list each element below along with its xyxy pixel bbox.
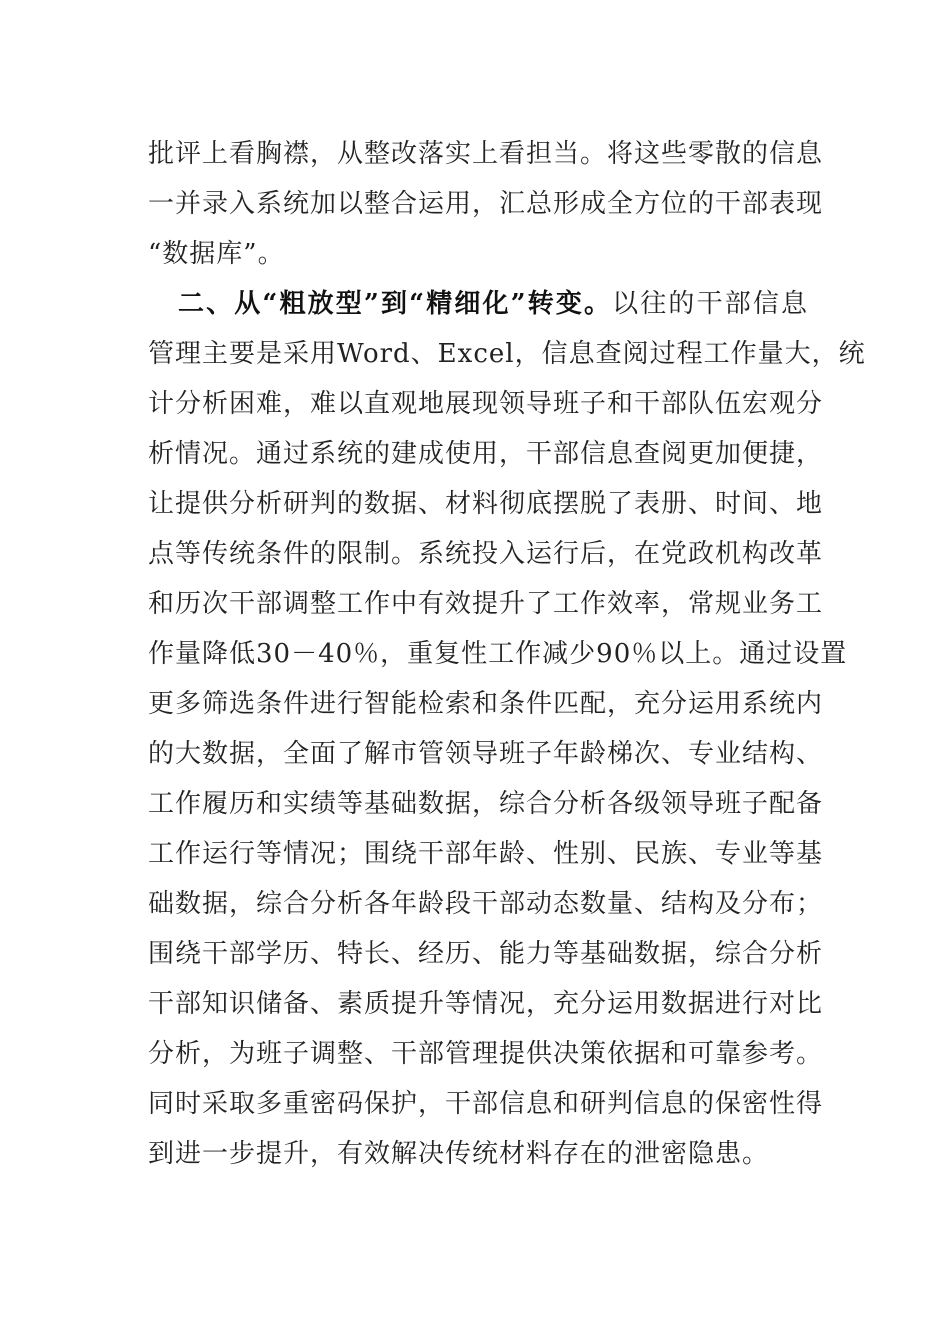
paragraph-2-line: 管理主要是采用Word、Excel，信息查阅过程工作量大，统 [148, 339, 866, 369]
section-heading: 二、从“粗放型”到“精细化”转变。 [178, 289, 613, 319]
paragraph-2-line: 的大数据，全面了解市管领导班子年龄梯次、专业结构、 [148, 739, 824, 769]
paragraph-2-line: 到进一步提升，有效解决传统材料存在的泄密隐患。 [148, 1139, 770, 1169]
paragraph-2-line: 计分析困难，难以直观地展现领导班子和干部队伍宏观分 [148, 389, 824, 419]
paragraph-2-line: 作量降低30－40％，重复性工作减少90％以上。通过设置 [148, 639, 848, 669]
paragraph-2-line: 工作履历和实绩等基础数据，综合分析各级领导班子配备 [148, 789, 824, 819]
paragraph-1-line: “数据库”。 [148, 239, 285, 269]
paragraph-2-line: 分析，为班子调整、干部管理提供决策依据和可靠参考。 [148, 1039, 824, 1069]
paragraph-2-line: 让提供分析研判的数据、材料彻底摆脱了表册、时间、地 [148, 489, 824, 519]
paragraph-2-line: 更多筛选条件进行智能检索和条件匹配，充分运用系统内 [148, 689, 824, 719]
paragraph-2-line: 点等传统条件的限制。系统投入运行后，在党政机构改革 [148, 539, 824, 569]
paragraph-2-line: 同时采取多重密码保护，干部信息和研判信息的保密性得 [148, 1089, 824, 1119]
paragraph-2-first-line-rest: 以往的干部信息 [612, 289, 808, 319]
paragraph-2-line: 干部知识储备、素质提升等情况，充分运用数据进行对比 [148, 989, 824, 1019]
paragraph-1-line: 一并录入系统加以整合运用，汇总形成全方位的干部表现 [148, 189, 824, 219]
paragraph-2-line: 析情况。通过系统的建成使用，干部信息查阅更加便捷， [148, 439, 824, 469]
paragraph-2-line: 围绕干部学历、特长、经历、能力等基础数据，综合分析 [148, 939, 824, 969]
document-body [148, 129, 866, 1179]
paragraph-2-line: 工作运行等情况；围绕干部年龄、性别、民族、专业等基 [148, 839, 824, 869]
paragraph-1-line: 批评上看胸襟，从整改落实上看担当。将这些零散的信息 [148, 139, 824, 169]
paragraph-2-first-line [148, 279, 808, 329]
paragraph-1 [148, 129, 824, 279]
paragraph-2-line: 和历次干部调整工作中有效提升了工作效率，常规业务工 [148, 589, 824, 619]
paragraph-2 [148, 279, 866, 1179]
paragraph-2-line: 础数据，综合分析各年龄段干部动态数量、结构及分布； [148, 889, 824, 919]
